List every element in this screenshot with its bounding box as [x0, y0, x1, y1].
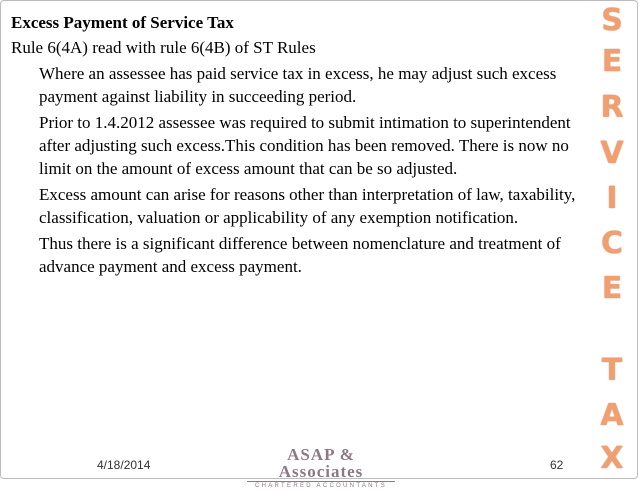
side-letter: E	[601, 44, 623, 79]
side-letter: S	[601, 3, 623, 38]
page-number: 62	[550, 458, 564, 472]
logo-tagline: CHARTERED ACCOUNTANTS	[247, 481, 395, 490]
bullet-item: Thus there is a significant difference between nomenclature and treatment of advance payment and excess payment.	[39, 234, 561, 276]
bullet-list	[11, 62, 581, 278]
bullet-item: Where an assessee has paid service tax in excess, he may adjust such excess payment against liability in succeeding period.	[39, 64, 557, 106]
bullet-item: Prior to 1.4.2012 assessee was required to submit intimation to superintendent after adjusting such excess.This condition has been removed. There is now no limit on the amount of excess amount that can be so adjusted.	[39, 113, 571, 178]
slide-content	[11, 12, 581, 281]
footer-date: 4/18/2014	[97, 458, 151, 472]
side-letter: X	[600, 441, 624, 476]
side-letter: E	[601, 271, 623, 306]
slide-title: Excess Payment of Service Tax	[11, 13, 234, 32]
side-letter: R	[600, 90, 624, 125]
logo-name: ASAP & Associates	[278, 445, 364, 481]
side-letter: T	[601, 353, 623, 388]
slide-subtitle: Rule 6(4A) read with rule 6(4B) of ST Rules	[11, 38, 316, 57]
bullet-item: Excess amount can arise for reasons other than interpretation of law, taxability, classification, valuation or applicability of any exemption notification.	[39, 185, 576, 227]
side-letter: V	[600, 136, 624, 171]
firm-logo	[247, 445, 395, 489]
side-word-service-tax	[592, 4, 632, 476]
side-letter: I	[606, 181, 618, 216]
side-letter: A	[600, 398, 624, 433]
side-letter: C	[600, 226, 624, 261]
